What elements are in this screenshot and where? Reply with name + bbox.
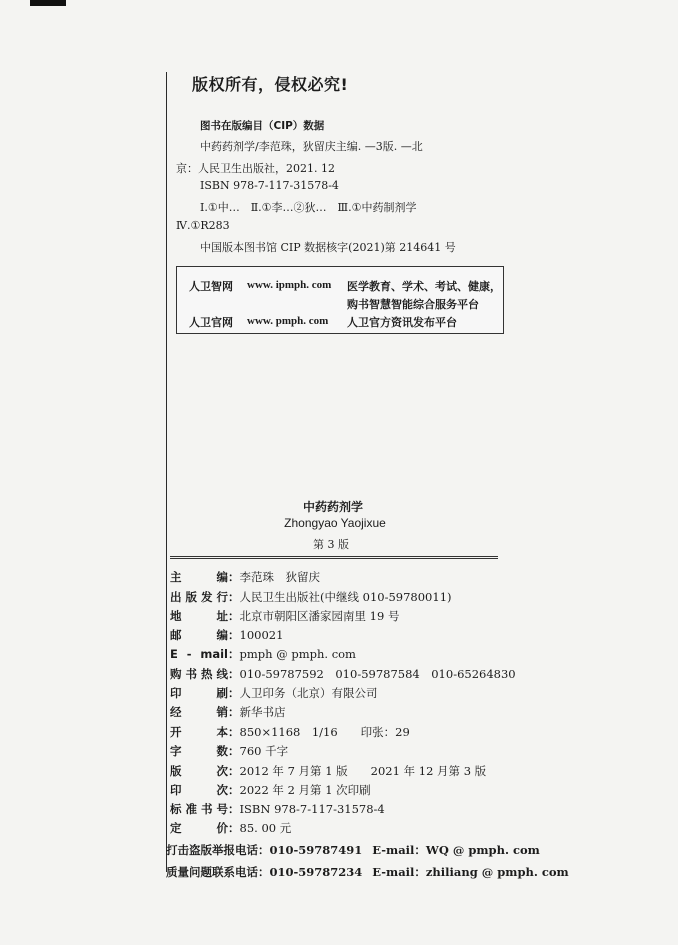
colophon-value: 新华书店 bbox=[239, 705, 286, 719]
colophon-value: 850×1168 1/16 印张：29 bbox=[239, 725, 410, 739]
report-phone: 010-59787491 bbox=[269, 843, 363, 857]
colophon-label: E - mail bbox=[170, 647, 228, 661]
colophon-label: 经 销 bbox=[170, 705, 228, 719]
colophon-label: 邮 编 bbox=[170, 628, 228, 642]
colophon-value: 李范珠 狄留庆 bbox=[239, 570, 320, 584]
info-box bbox=[176, 266, 504, 334]
quality-contact-line: 质量问题联系电话：010-59787234 E-mail：zhiliang @ pmph. com bbox=[166, 865, 569, 879]
colophon-value: pmph @ pmph. com bbox=[239, 647, 356, 661]
colophon-row: 地 址：北京市朝阳区潘家园南里 19 号 bbox=[170, 609, 400, 623]
colophon-value: ISBN 978-7-117-31578-4 bbox=[239, 802, 385, 816]
colophon-label: 版 次 bbox=[170, 764, 228, 778]
report-email[interactable]: E-mail：zhiliang @ pmph. com bbox=[372, 865, 569, 879]
cip-line: Ⅳ.①R283 bbox=[176, 219, 230, 232]
colophon-value: 2022 年 2 月第 1 次印刷 bbox=[239, 783, 371, 797]
colophon-row: 印 次：2022 年 2 月第 1 次印刷 bbox=[170, 783, 371, 797]
colophon-label: 字 数 bbox=[170, 744, 228, 758]
site-url[interactable]: www. pmph. com bbox=[247, 315, 329, 327]
book-pinyin: Zhongyao Yaojixue bbox=[284, 516, 386, 530]
cip-data-number: 中国版本图书馆 CIP 数据核字(2021)第 214641 号 bbox=[200, 241, 456, 254]
cip-line: ISBN 978-7-117-31578-4 bbox=[200, 179, 339, 192]
colophon-row: 出版发行：人民卫生出版社(中继线 010-59780011) bbox=[170, 590, 452, 604]
report-label: 质量问题联系电话 bbox=[166, 865, 258, 879]
platform-name: 人卫智网 bbox=[189, 280, 233, 293]
piracy-report-line: 打击盗版举报电话：010-59787491 E-mail：WQ @ pmph. com bbox=[166, 843, 540, 857]
colophon-label: 定 价 bbox=[170, 821, 228, 835]
colophon-label: 印 次 bbox=[170, 783, 228, 797]
colophon-row: 主 编：李范珠 狄留庆 bbox=[170, 570, 320, 584]
colophon-label: 地 址 bbox=[170, 609, 228, 623]
site-name: 人卫官网 bbox=[189, 316, 233, 329]
colophon-row: 开 本：850×1168 1/16 印张：29 bbox=[170, 725, 410, 739]
colophon-label: 主 编 bbox=[170, 570, 228, 584]
colophon-row: 经 销：新华书店 bbox=[170, 705, 286, 719]
platform-url[interactable]: www. ipmph. com bbox=[247, 279, 332, 291]
colophon-row: 版 次：2012 年 7 月第 1 版 2021 年 12 月第 3 版 bbox=[170, 764, 487, 778]
report-phone: 010-59787234 bbox=[269, 865, 363, 879]
colophon-label: 开 本 bbox=[170, 725, 228, 739]
platform-desc: 购书智慧智能综合服务平台 bbox=[347, 298, 479, 311]
colophon-value: 北京市朝阳区潘家园南里 19 号 bbox=[239, 609, 400, 623]
colophon-row: E - mail：pmph @ pmph. com bbox=[170, 647, 356, 661]
colophon-label: 购书热线 bbox=[170, 667, 228, 681]
report-label: 打击盗版举报电话 bbox=[166, 843, 258, 857]
report-email[interactable]: E-mail：WQ @ pmph. com bbox=[372, 843, 540, 857]
cip-line: 京：人民卫生出版社，2021. 12 bbox=[176, 162, 335, 175]
colophon-label: 标准书号 bbox=[170, 802, 228, 816]
cip-heading: 图书在版编目（CIP）数据 bbox=[200, 120, 325, 132]
book-title: 中药药剂学 bbox=[302, 500, 363, 514]
book-edition: 第 3 版 bbox=[313, 538, 349, 551]
colophon-row: 印 刷：人卫印务（北京）有限公司 bbox=[170, 686, 378, 700]
colophon-value: 760 千字 bbox=[239, 744, 289, 758]
colophon-value: 100021 bbox=[239, 628, 284, 642]
colophon-value: 010-59787592 010-59787584 010-65264830 bbox=[239, 667, 516, 681]
margin-line bbox=[166, 72, 167, 872]
platform-desc: 医学教育、学术、考试、健康， bbox=[347, 280, 501, 293]
colophon-value: 2012 年 7 月第 1 版 2021 年 12 月第 3 版 bbox=[239, 764, 487, 778]
colophon-row: 字 数：760 千字 bbox=[170, 744, 289, 758]
cip-line: 中药药剂学/李范珠，狄留庆主编. —3版. —北 bbox=[200, 140, 423, 153]
colophon-label: 印 刷 bbox=[170, 686, 228, 700]
cip-line: Ⅰ.①中… Ⅱ.①李…②狄… Ⅲ.①中药制剂学 bbox=[200, 201, 417, 214]
colophon-row: 标准书号：ISBN 978-7-117-31578-4 bbox=[170, 802, 385, 816]
colophon-row: 购书热线：010-59787592 010-59787584 010-65264830 bbox=[170, 667, 516, 681]
double-rule bbox=[170, 556, 498, 559]
site-desc: 人卫官方资讯发布平台 bbox=[347, 316, 457, 329]
colophon-row: 邮 编：100021 bbox=[170, 628, 284, 642]
colophon-value: 人卫印务（北京）有限公司 bbox=[239, 686, 378, 700]
copyright-notice: 版权所有，侵权必究! bbox=[192, 75, 349, 94]
colophon-value: 人民卫生出版社(中继线 010-59780011) bbox=[239, 590, 452, 604]
colophon-value: 85. 00 元 bbox=[239, 821, 292, 835]
corner-mark bbox=[30, 0, 66, 6]
colophon-row: 定 价：85. 00 元 bbox=[170, 821, 292, 835]
colophon-label: 出版发行 bbox=[170, 590, 228, 604]
